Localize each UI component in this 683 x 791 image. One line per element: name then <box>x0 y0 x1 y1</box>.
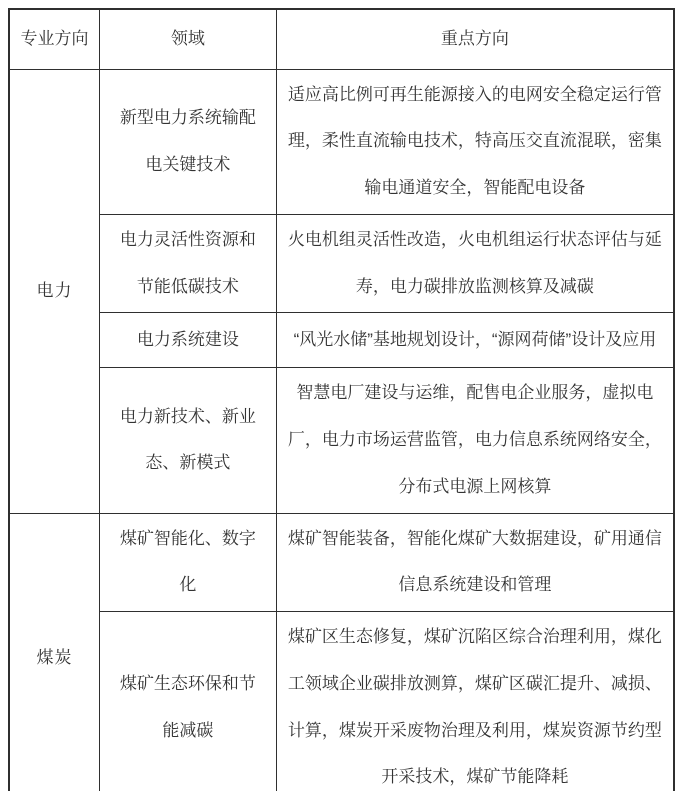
field-cell: 煤矿智能化、数字化 <box>99 513 276 612</box>
field-cell: 电力新技术、新业态、新模式 <box>99 368 276 513</box>
table-row <box>9 368 674 513</box>
table-row <box>9 513 674 612</box>
direction-cell-electric-power: 电力 <box>9 69 99 513</box>
field-cell: 电力系统建设 <box>99 313 276 368</box>
table-row <box>9 313 674 368</box>
direction-cell-coal: 煤炭 <box>9 513 99 791</box>
focus-cell: 煤矿区生态修复，煤矿沉陷区综合治理利用，煤化工领域企业碳排放测算，煤矿区碳汇提升、减损、计算，煤炭开采废物治理及利用，煤炭资源节约型开采技术，煤矿节能降耗 <box>276 612 674 791</box>
field-cell: 煤矿生态环保和节能减碳 <box>99 612 276 791</box>
header-row <box>9 9 674 69</box>
table-row <box>9 214 674 313</box>
focus-cell: 智慧电厂建设与运维，配售电企业服务，虚拟电厂，电力市场运营监管，电力信息系统网络安全，分布式电源上网核算 <box>276 368 674 513</box>
field-cell: 电力灵活性资源和节能低碳技术 <box>99 214 276 313</box>
table-row <box>9 69 674 214</box>
focus-cell: “风光水储”基地规划设计，“源网荷储”设计及应用 <box>276 313 674 368</box>
col-header-focus: 重点方向 <box>276 9 674 69</box>
focus-cell: 火电机组灵活性改造，火电机组运行状态评估与延寿，电力碳排放监测核算及减碳 <box>276 214 674 313</box>
focus-cell: 适应高比例可再生能源接入的电网安全稳定运行管理，柔性直流输电技术，特高压交直流混联，密集输电通道安全，智能配电设备 <box>276 69 674 214</box>
table-row <box>9 612 674 791</box>
focus-cell: 煤矿智能装备，智能化煤矿大数据建设，矿用通信信息系统建设和管理 <box>276 513 674 612</box>
col-header-direction: 专业方向 <box>9 9 99 69</box>
field-cell: 新型电力系统输配电关键技术 <box>99 69 276 214</box>
col-header-field: 领域 <box>99 9 276 69</box>
specialty-focus-table <box>8 8 675 791</box>
